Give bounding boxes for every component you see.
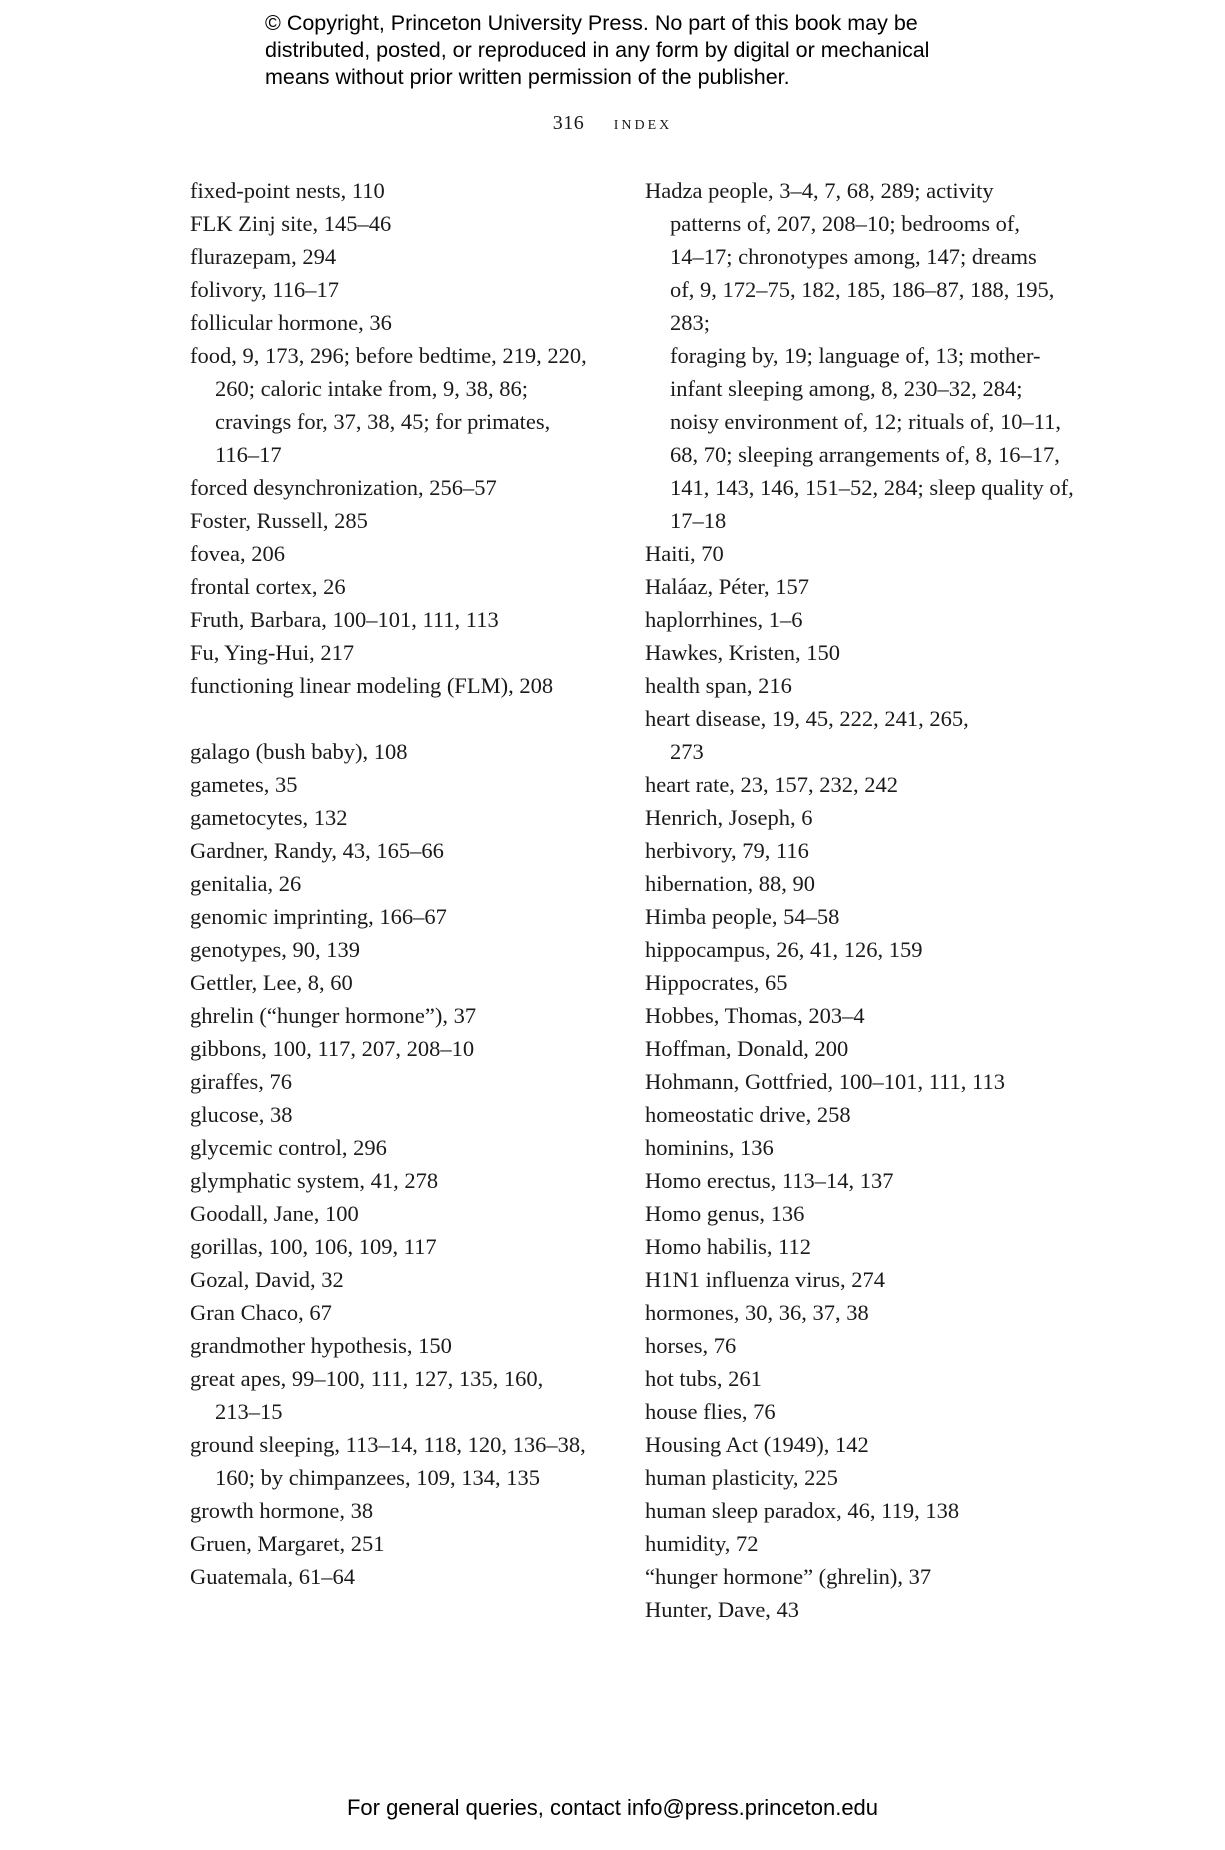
index-entry: genomic imprinting, 166–67 [190, 904, 447, 929]
index-entry: hibernation, 88, 90 [645, 871, 815, 896]
index-entry: follicular hormone, 36 [190, 310, 392, 335]
index-entry: Foster, Russell, 285 [190, 508, 368, 533]
letter-group-gap [190, 702, 610, 735]
index-entry: forced desynchronization, 256–57 [190, 475, 497, 500]
index-entry: health span, 216 [645, 673, 792, 698]
index-entry: horses, 76 [645, 1333, 737, 1358]
index-entry: Fu, Ying-Hui, 217 [190, 640, 355, 665]
index-entry: Homo habilis, 112 [645, 1234, 812, 1259]
index-entry: glucose, 38 [190, 1102, 293, 1127]
index-entry: Homo genus, 136 [645, 1201, 805, 1226]
index-entry: Hunter, Dave, 43 [645, 1597, 800, 1622]
index-entry: herbivory, 79, 116 [645, 838, 809, 863]
index-entry: Henrich, Joseph, 6 [645, 805, 813, 830]
index-entry: gorillas, 100, 106, 109, 117 [190, 1234, 437, 1259]
index-entry: haplorrhines, 1–6 [645, 607, 803, 632]
index-entry: grandmother hypothesis, 150 [190, 1333, 452, 1358]
index-entry: galago (bush baby), 108 [190, 739, 408, 764]
index-entry: hippocampus, 26, 41, 126, 159 [645, 937, 923, 962]
index-entry: Gran Chaco, 67 [190, 1300, 332, 1325]
index-entry: Fruth, Barbara, 100–101, 111, 113 [190, 607, 499, 632]
index-entry: Goodall, Jane, 100 [190, 1201, 359, 1226]
index-entry: heart disease, 19, 45, 222, 241, 265, 273 [645, 706, 969, 764]
section-title: index [613, 112, 673, 134]
index-entry: flurazepam, 294 [190, 244, 337, 269]
index-entry: growth hormone, 38 [190, 1498, 374, 1523]
index-entry: ghrelin (“hunger hormone”), 37 [190, 1003, 477, 1028]
copyright-notice: © Copyright, Princeton University Press. No part of this book may be distributed, posted, or reproduced in any form by digital or mechanical means without prior written permission of the publisher. [265, 11, 930, 89]
index-entry: Guatemala, 61–64 [190, 1564, 355, 1589]
index-entry: food, 9, 173, 296; before bedtime, 219, 220, 260; caloric intake from, 9, 38, 86; cravings for, 37, 38, 45; for primates, 116–17 [190, 343, 587, 467]
index-entry: Hadza people, 3–4, 7, 68, 289; activity patterns of, 207, 208–10; bedrooms of, 14–17; chronotypes among, 147; dreams of, 9, 172–75, 182, 185, 186–87, 188, 195, 283; foraging by, 19; language of, 13; mother- infant sleeping among, 8, 230–32, 284; noisy environment of, 12; rituals of, 10–11, 68, 70; sleeping arrangements of, 8, 16–17, 141, 143, 146, 151–52, 284; sleep quality of, 17–18 [645, 178, 1074, 533]
index-entry: H1N1 influenza virus, 274 [645, 1267, 885, 1292]
index-entry: Hawkes, Kristen, 150 [645, 640, 840, 665]
index-entry: Gardner, Randy, 43, 165–66 [190, 838, 444, 863]
index-column-left [190, 174, 610, 1593]
index-entry: hormones, 30, 36, 37, 38 [645, 1300, 869, 1325]
index-entry: heart rate, 23, 157, 232, 242 [645, 772, 899, 797]
index-entry: genotypes, 90, 139 [190, 937, 360, 962]
index-entry: functioning linear modeling (FLM), 208 [190, 673, 554, 698]
index-entry: Hohmann, Gottfried, 100–101, 111, 113 [645, 1069, 1005, 1094]
index-entry: fovea, 206 [190, 541, 285, 566]
index-entry: great apes, 99–100, 111, 127, 135, 160, 213–15 [190, 1366, 544, 1424]
index-entry: Gruen, Margaret, 251 [190, 1531, 385, 1556]
index-entry: Himba people, 54–58 [645, 904, 840, 929]
index-entry: frontal cortex, 26 [190, 574, 346, 599]
index-entry: hot tubs, 261 [645, 1366, 762, 1391]
running-head [0, 112, 1225, 135]
index-entry: Hippocrates, 65 [645, 970, 788, 995]
index-entry: folivory, 116–17 [190, 277, 339, 302]
index-entry: FLK Zinj site, 145–46 [190, 211, 392, 236]
index-entry: glycemic control, 296 [190, 1135, 387, 1160]
index-entry: Gettler, Lee, 8, 60 [190, 970, 353, 995]
index-entry: humidity, 72 [645, 1531, 759, 1556]
index-entry: gametes, 35 [190, 772, 298, 797]
index-entry: Housing Act (1949), 142 [645, 1432, 869, 1457]
index-column-right [645, 174, 1075, 1626]
index-entry: “hunger hormone” (ghrelin), 37 [645, 1564, 932, 1589]
index-entry: homeostatic drive, 258 [645, 1102, 851, 1127]
index-entry: Gozal, David, 32 [190, 1267, 344, 1292]
index-entry: gametocytes, 132 [190, 805, 348, 830]
index-entry: hominins, 136 [645, 1135, 774, 1160]
index-entry: giraffes, 76 [190, 1069, 293, 1094]
index-entry: Hoffman, Donald, 200 [645, 1036, 849, 1061]
index-entry: Haiti, 70 [645, 541, 724, 566]
page-number: 316 [552, 112, 585, 134]
index-entry: Homo erectus, 113–14, 137 [645, 1168, 894, 1193]
index-entry: ground sleeping, 113–14, 118, 120, 136–38, 160; by chimpanzees, 109, 134, 135 [190, 1432, 586, 1490]
index-entry: Haláaz, Péter, 157 [645, 574, 810, 599]
index-entry: Hobbes, Thomas, 203–4 [645, 1003, 865, 1028]
index-entry: gibbons, 100, 117, 207, 208–10 [190, 1036, 475, 1061]
index-entry: glymphatic system, 41, 278 [190, 1168, 439, 1193]
index-entry: human sleep paradox, 46, 119, 138 [645, 1498, 960, 1523]
contact-footer: For general queries, contact info@press.princeton.edu [346, 1795, 879, 1820]
index-entry: genitalia, 26 [190, 871, 302, 896]
index-entry: fixed-point nests, 110 [190, 178, 385, 203]
index-entry: house flies, 76 [645, 1399, 776, 1424]
index-entry: human plasticity, 225 [645, 1465, 838, 1490]
